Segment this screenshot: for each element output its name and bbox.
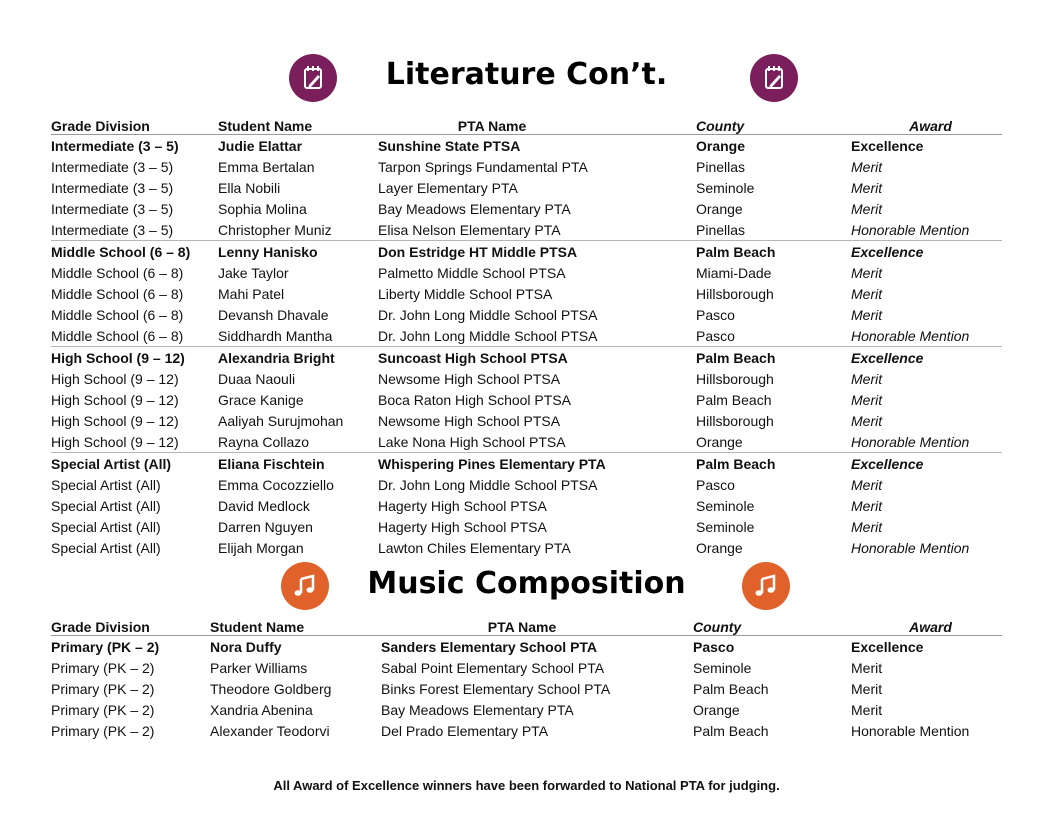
cell-award: Merit — [851, 306, 883, 323]
cell-pta-name: Boca Raton High School PTSA — [378, 391, 571, 408]
cell-county: Hillsborough — [696, 285, 774, 302]
cell-pta-name: Layer Elementary PTA — [378, 179, 518, 196]
header-student-name: Student Name — [218, 114, 378, 135]
cell-award: Merit — [851, 659, 883, 676]
table-row — [51, 389, 1002, 410]
cell-student-name: Duaa Naouli — [218, 370, 296, 387]
header-student-name: Student Name — [210, 615, 381, 636]
cell-pta-name: Binks Forest Elementary School PTA — [381, 680, 611, 697]
cell-grade-division: Middle School (6 – 8) — [51, 264, 184, 281]
cell-county: Pinellas — [696, 158, 746, 175]
cell-student-name: Alexander Teodorvi — [210, 722, 330, 739]
cell-grade-division: Special Artist (All) — [51, 476, 161, 493]
table-row — [51, 325, 1002, 347]
cell-student-name: Parker Williams — [210, 659, 308, 676]
cell-county: Pasco — [693, 638, 735, 655]
cell-county: Pasco — [696, 327, 735, 344]
cell-county: Pinellas — [696, 221, 746, 238]
cell-grade-division: Intermediate (3 – 5) — [51, 137, 179, 154]
cell-pta-name: Sanders Elementary School PTA — [381, 638, 598, 655]
cell-award: Honorable Mention — [851, 433, 970, 450]
cell-county: Hillsborough — [696, 412, 774, 429]
cell-pta-name: Dr. John Long Middle School PTSA — [378, 327, 598, 344]
cell-student-name: Nora Duffy — [210, 638, 282, 655]
cell-student-name: Emma Cocozziello — [218, 476, 334, 493]
cell-award: Honorable Mention — [851, 327, 970, 344]
cell-county: Palm Beach — [693, 722, 769, 739]
cell-grade-division: High School (9 – 12) — [51, 347, 218, 369]
cell-pta-name: Don Estridge HT Middle PTSA — [378, 241, 696, 263]
cell-award: Merit — [851, 370, 883, 387]
cell-grade-division: Primary (PK – 2) — [51, 659, 155, 676]
cell-grade-division: Primary (PK – 2) — [51, 722, 155, 739]
table-row — [51, 177, 1002, 198]
header-award: Award — [851, 615, 1002, 636]
table-row — [51, 347, 1002, 369]
header-pta-name: PTA Name — [381, 615, 693, 636]
table-row — [51, 657, 1002, 678]
cell-pta-name: Hagerty High School PTSA — [378, 497, 547, 514]
music-table — [51, 615, 1002, 741]
cell-pta-name: Lake Nona High School PTSA — [378, 433, 566, 450]
header-grade-division: Grade Division — [51, 615, 210, 636]
cell-county: Seminole — [696, 179, 755, 196]
cell-award: Excellence — [851, 347, 1002, 369]
table-row — [51, 262, 1002, 283]
cell-grade-division: Intermediate (3 – 5) — [51, 221, 174, 238]
cell-pta-name: Dr. John Long Middle School PTSA — [378, 306, 598, 323]
cell-county: Palm Beach — [696, 347, 851, 369]
table-row — [51, 304, 1002, 325]
table-row — [51, 699, 1002, 720]
notepad-pencil-icon — [759, 63, 789, 93]
cell-award: Excellence — [851, 638, 924, 655]
cell-student-name: Aaliyah Surujmohan — [218, 412, 344, 429]
cell-award: Merit — [851, 412, 883, 429]
cell-student-name: Theodore Goldberg — [210, 680, 332, 697]
cell-student-name: Elijah Morgan — [218, 539, 304, 556]
cell-award: Merit — [851, 264, 883, 281]
cell-grade-division: Primary (PK – 2) — [51, 680, 155, 697]
cell-grade-division: Middle School (6 – 8) — [51, 285, 184, 302]
cell-student-name: Ella Nobili — [218, 179, 281, 196]
table-row — [51, 283, 1002, 304]
table-row — [51, 678, 1002, 699]
table-row — [51, 636, 1002, 658]
cell-county: Palm Beach — [696, 453, 851, 475]
table-row — [51, 453, 1002, 475]
cell-grade-division: High School (9 – 12) — [51, 433, 179, 450]
cell-pta-name: Liberty Middle School PTSA — [378, 285, 553, 302]
cell-award: Merit — [851, 680, 883, 697]
cell-county: Seminole — [696, 497, 755, 514]
cell-student-name: Mahi Patel — [218, 285, 285, 302]
cell-grade-division: Special Artist (All) — [51, 539, 161, 556]
table-row — [51, 474, 1002, 495]
cell-award: Merit — [851, 179, 883, 196]
cell-pta-name: Bay Meadows Elementary PTA — [381, 701, 574, 718]
cell-county: Seminole — [693, 659, 752, 676]
cell-student-name: Rayna Collazo — [218, 433, 310, 450]
cell-pta-name: Whispering Pines Elementary PTA — [378, 453, 696, 475]
cell-award: Honorable Mention — [851, 722, 970, 739]
footer-note: All Award of Excellence winners have been forwarded to National PTA for judging. — [273, 778, 780, 793]
cell-pta-name: Dr. John Long Middle School PTSA — [378, 476, 598, 493]
cell-award: Merit — [851, 285, 883, 302]
cell-county: Palm Beach — [696, 241, 851, 263]
cell-grade-division: Middle School (6 – 8) — [51, 327, 184, 344]
cell-award: Merit — [851, 391, 883, 408]
cell-award: Honorable Mention — [851, 221, 970, 238]
header-grade-division: Grade Division — [51, 114, 218, 135]
cell-student-name: Christopher Muniz — [218, 221, 332, 238]
cell-county: Hillsborough — [696, 370, 774, 387]
cell-grade-division: Middle School (6 – 8) — [51, 306, 184, 323]
cell-award: Merit — [851, 476, 883, 493]
cell-award: Honorable Mention — [851, 539, 970, 556]
header-county: County — [693, 615, 851, 636]
cell-pta-name: Del Prado Elementary PTA — [381, 722, 549, 739]
cell-pta-name: Newsome High School PTSA — [378, 370, 561, 387]
cell-pta-name: Tarpon Springs Fundamental PTA — [378, 158, 588, 175]
cell-student-name: Siddhardh Mantha — [218, 327, 333, 344]
cell-award: Merit — [851, 200, 883, 217]
literature-header-row — [51, 114, 1002, 135]
cell-grade-division: Intermediate (3 – 5) — [51, 158, 174, 175]
cell-award: Merit — [851, 518, 883, 535]
cell-student-name: Grace Kanige — [218, 391, 304, 408]
cell-grade-division: Special Artist (All) — [51, 497, 161, 514]
cell-award: Merit — [851, 158, 883, 175]
table-row — [51, 431, 1002, 453]
cell-pta-name: Elisa Nelson Elementary PTA — [378, 221, 561, 238]
cell-grade-division: Special Artist (All) — [51, 453, 218, 475]
cell-county: Palm Beach — [696, 391, 772, 408]
table-row — [51, 156, 1002, 177]
table-row — [51, 241, 1002, 263]
literature-table — [51, 114, 1002, 558]
music-title: Music Composition — [367, 566, 686, 601]
cell-award: Merit — [851, 701, 883, 718]
header-pta-name: PTA Name — [378, 114, 696, 135]
cell-pta-name: Palmetto Middle School PTSA — [378, 264, 566, 281]
cell-grade-division: Intermediate (3 – 5) — [51, 200, 174, 217]
table-row — [51, 219, 1002, 241]
table-row — [51, 537, 1002, 558]
cell-grade-division: High School (9 – 12) — [51, 391, 179, 408]
literature-title: Literature Con’t. — [385, 57, 668, 92]
table-row — [51, 516, 1002, 537]
cell-county: Pasco — [696, 476, 735, 493]
cell-student-name: Judie Elattar — [218, 137, 303, 154]
cell-student-name: Devansh Dhavale — [218, 306, 329, 323]
cell-county: Orange — [696, 433, 743, 450]
cell-award: Merit — [851, 497, 883, 514]
music-badge-right — [742, 562, 790, 610]
cell-pta-name: Suncoast High School PTSA — [378, 347, 696, 369]
cell-student-name: David Medlock — [218, 497, 310, 514]
cell-pta-name: Sabal Point Elementary School PTA — [381, 659, 605, 676]
cell-county: Seminole — [696, 518, 755, 535]
cell-grade-division: High School (9 – 12) — [51, 412, 179, 429]
table-row — [51, 135, 1002, 157]
cell-pta-name: Hagerty High School PTSA — [378, 518, 547, 535]
cell-student-name: Lenny Hanisko — [218, 241, 378, 263]
cell-student-name: Xandria Abenina — [210, 701, 313, 718]
cell-grade-division: Primary (PK – 2) — [51, 638, 160, 655]
header-county: County — [696, 114, 851, 135]
cell-student-name: Eliana Fischtein — [218, 453, 378, 475]
cell-county: Miami-Dade — [696, 264, 772, 281]
cell-student-name: Darren Nguyen — [218, 518, 313, 535]
music-note-icon — [751, 571, 781, 601]
cell-grade-division: Primary (PK – 2) — [51, 701, 155, 718]
table-row — [51, 368, 1002, 389]
cell-grade-division: Special Artist (All) — [51, 518, 161, 535]
header-award: Award — [851, 114, 1002, 135]
cell-county: Orange — [696, 137, 746, 154]
cell-award: Excellence — [851, 241, 1002, 263]
cell-award: Excellence — [851, 453, 1002, 475]
cell-pta-name: Newsome High School PTSA — [378, 412, 561, 429]
cell-county: Orange — [696, 200, 743, 217]
cell-student-name: Alexandria Bright — [218, 347, 378, 369]
cell-student-name: Emma Bertalan — [218, 158, 315, 175]
music-header-row — [51, 615, 1002, 636]
cell-student-name: Jake Taylor — [218, 264, 289, 281]
literature-badge-right — [750, 54, 798, 102]
cell-grade-division: Intermediate (3 – 5) — [51, 179, 174, 196]
table-row — [51, 495, 1002, 516]
cell-pta-name: Lawton Chiles Elementary PTA — [378, 539, 571, 556]
table-row — [51, 198, 1002, 219]
cell-pta-name: Bay Meadows Elementary PTA — [378, 200, 571, 217]
table-row — [51, 720, 1002, 741]
cell-pta-name: Sunshine State PTSA — [378, 137, 521, 154]
cell-county: Pasco — [696, 306, 735, 323]
cell-student-name: Sophia Molina — [218, 200, 307, 217]
cell-grade-division: High School (9 – 12) — [51, 370, 179, 387]
cell-county: Palm Beach — [693, 680, 769, 697]
cell-award: Excellence — [851, 137, 924, 154]
table-row — [51, 410, 1002, 431]
cell-grade-division: Middle School (6 – 8) — [51, 241, 218, 263]
cell-county: Orange — [693, 701, 740, 718]
cell-county: Orange — [696, 539, 743, 556]
